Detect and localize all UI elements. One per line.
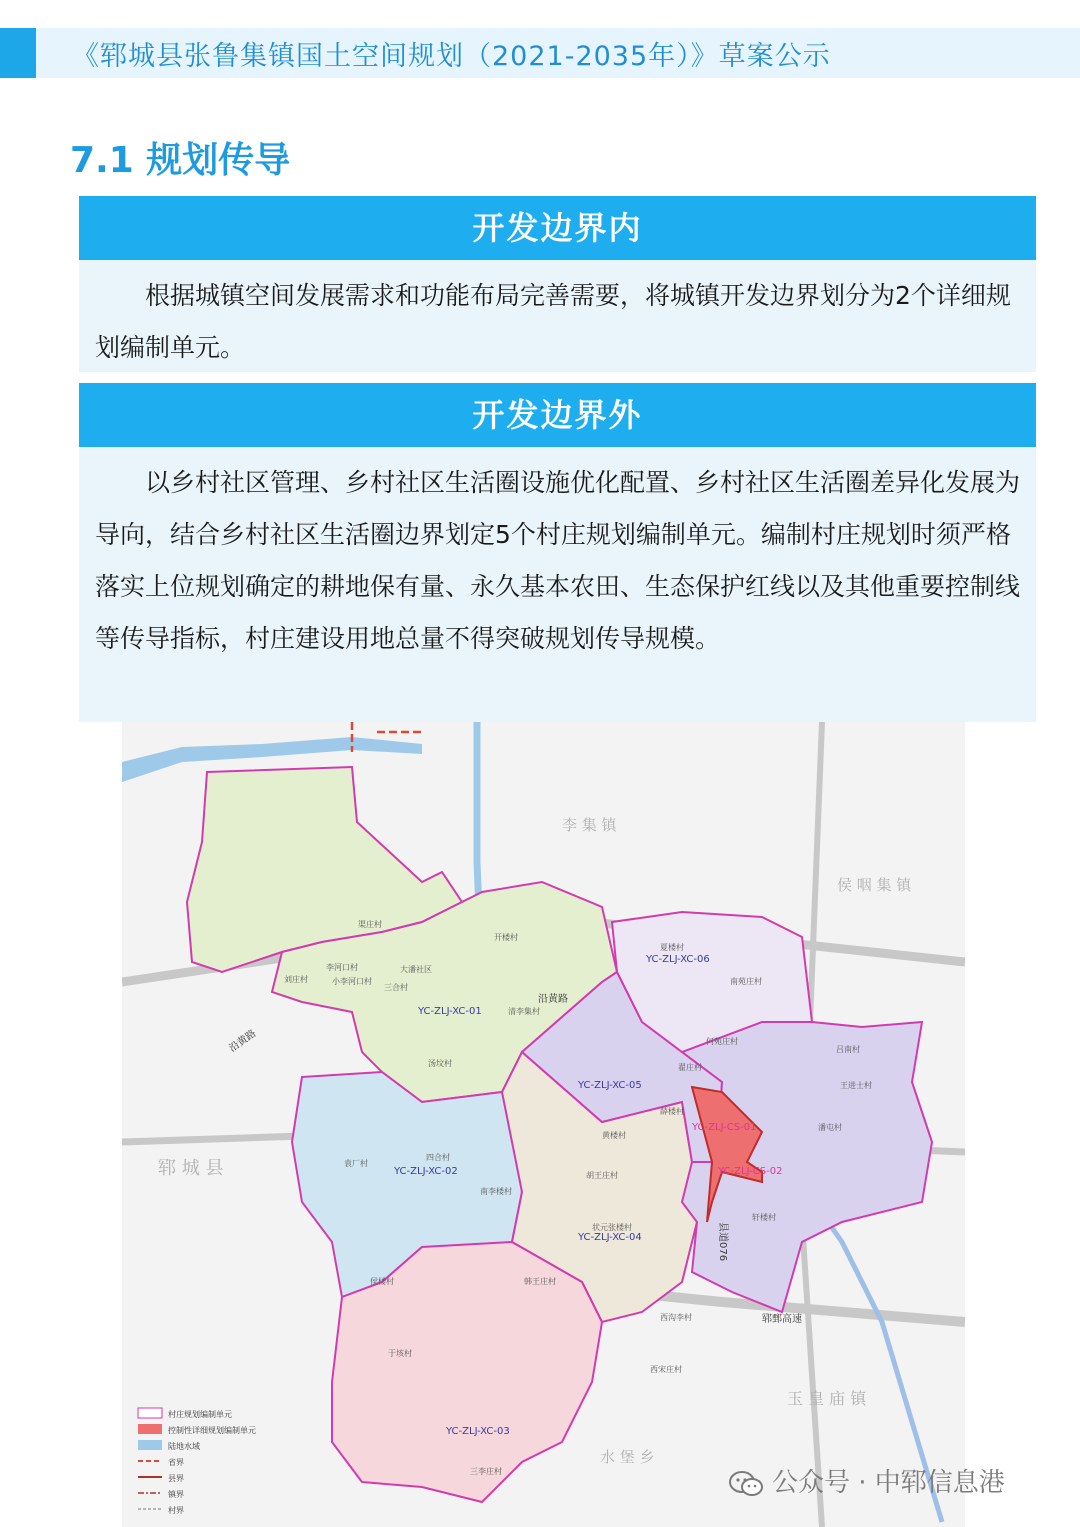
legend-item: 控制性详细规划编制单元 <box>168 1426 256 1435</box>
block1-text: 根据城镇空间发展需求和功能布局完善需要，将城镇开发边界划分为2个详细规划编制单元。 <box>95 281 1011 362</box>
block1-heading: 开发边界内 <box>79 196 1036 260</box>
unit-label-xc03: YC-ZLJ-XC-03 <box>446 1426 510 1437</box>
town-label-yunchengxian: 郓 城 县 <box>158 1158 224 1179</box>
legend-item: 村界 <box>168 1506 184 1515</box>
road-label-yunjuangaosu: 郓鄄高速 <box>762 1314 802 1325</box>
village-label: 黄楼村 <box>602 1131 626 1140</box>
village-label: 南苑庄村 <box>730 977 762 986</box>
village-label: 王进士村 <box>840 1081 872 1090</box>
village-label: 轩楼村 <box>752 1213 776 1222</box>
town-label-shuibaoxiang: 水 堡 乡 <box>600 1448 655 1466</box>
village-label: 小李河口村 <box>332 977 372 986</box>
planning-map <box>122 722 965 1527</box>
legend-item: 县界 <box>168 1474 184 1483</box>
road-label-yanhuanglu-1: 沿黄路 <box>538 994 568 1005</box>
village-label: 刘庄村 <box>284 975 308 984</box>
legend-item: 村庄规划编制单元 <box>168 1410 232 1419</box>
village-label: 薛楼村 <box>660 1107 684 1116</box>
unit-label-cs01: YC-ZLJ-CS-01 <box>692 1122 757 1133</box>
legend-item: 陆地水域 <box>168 1442 200 1451</box>
village-label: 胡王庄村 <box>586 1171 618 1180</box>
village-label: 西宋庄村 <box>650 1365 682 1374</box>
village-label: 韩王庄村 <box>524 1277 556 1286</box>
village-label: 袁厂村 <box>344 1159 368 1168</box>
section-title: 7.1 规划传导 <box>70 140 291 181</box>
unit-label-xc01: YC-ZLJ-XC-01 <box>418 1006 482 1017</box>
town-label-houxianjizhen: 侯 咽 集 镇 <box>837 876 912 894</box>
header-accent <box>0 28 36 78</box>
village-label: 四合村 <box>426 1153 450 1162</box>
village-label: 于垓村 <box>388 1349 412 1358</box>
watermark <box>728 1462 1005 1499</box>
village-label: 汤坟村 <box>428 1059 452 1068</box>
village-label: 三李庄村 <box>470 1467 502 1476</box>
town-label-yuhuangmiaozhen: 玉 皇 庙 镇 <box>787 1389 867 1408</box>
block2-text: 以乡村社区管理、乡村社区生活圈设施优化配置、乡村社区生活圈差异化发展为导向，结合乡村社区生活圈边界划定5个村庄规划编制单元。编制村庄规划时须严格落实上位规划确定的耕地保有量、永久基本农田、生态保护红线以及其他重要控制线等传导指标，村庄建设用地总量不得突破规划传导规模。 <box>95 468 1021 653</box>
village-label: 夏楼村 <box>660 943 684 952</box>
village-label: 开楼村 <box>494 933 518 942</box>
village-label: 西沟李村 <box>660 1313 692 1322</box>
village-label: 何苑庄村 <box>706 1037 738 1046</box>
village-label: 状元张楼村 <box>592 1223 632 1232</box>
unit-label-cs02: YC-ZLJ-CS-02 <box>718 1166 783 1177</box>
road-label-xiandao: 县道076 <box>717 1222 728 1262</box>
unit-label-xc02: YC-ZLJ-XC-02 <box>394 1166 458 1177</box>
unit-label-xc04: YC-ZLJ-XC-04 <box>578 1232 642 1243</box>
document-title: 《郓城县张鲁集镇国土空间规划（2021-2035年）》草案公示 <box>72 41 831 72</box>
village-label: 潘屯村 <box>818 1123 842 1132</box>
town-label-lijizhen: 李 集 镇 <box>562 816 617 834</box>
village-label: 大潘社区 <box>400 965 432 974</box>
village-label: 吕南村 <box>836 1045 860 1054</box>
road-label-yanhuanglu-2: 沿黄路 <box>227 1028 259 1055</box>
legend-item: 镇界 <box>168 1490 184 1499</box>
wechat-icon <box>728 1470 764 1498</box>
village-label: 清李集村 <box>508 1007 540 1016</box>
village-label: 渠庄村 <box>358 920 382 929</box>
legend-item: 省界 <box>168 1458 184 1467</box>
village-label: 三合村 <box>384 983 408 992</box>
village-label: 李河口村 <box>326 963 358 972</box>
block2-heading: 开发边界外 <box>79 383 1036 447</box>
watermark-text: 公众号 · 中郓信息港 <box>772 1468 1005 1498</box>
unit-label-xc06: YC-ZLJ-XC-06 <box>646 954 710 965</box>
village-label: 翟庄村 <box>678 1063 702 1072</box>
unit-label-xc05: YC-ZLJ-XC-05 <box>578 1080 642 1091</box>
village-label: 南李楼村 <box>480 1187 512 1196</box>
village-label: 侯楼村 <box>370 1277 394 1286</box>
